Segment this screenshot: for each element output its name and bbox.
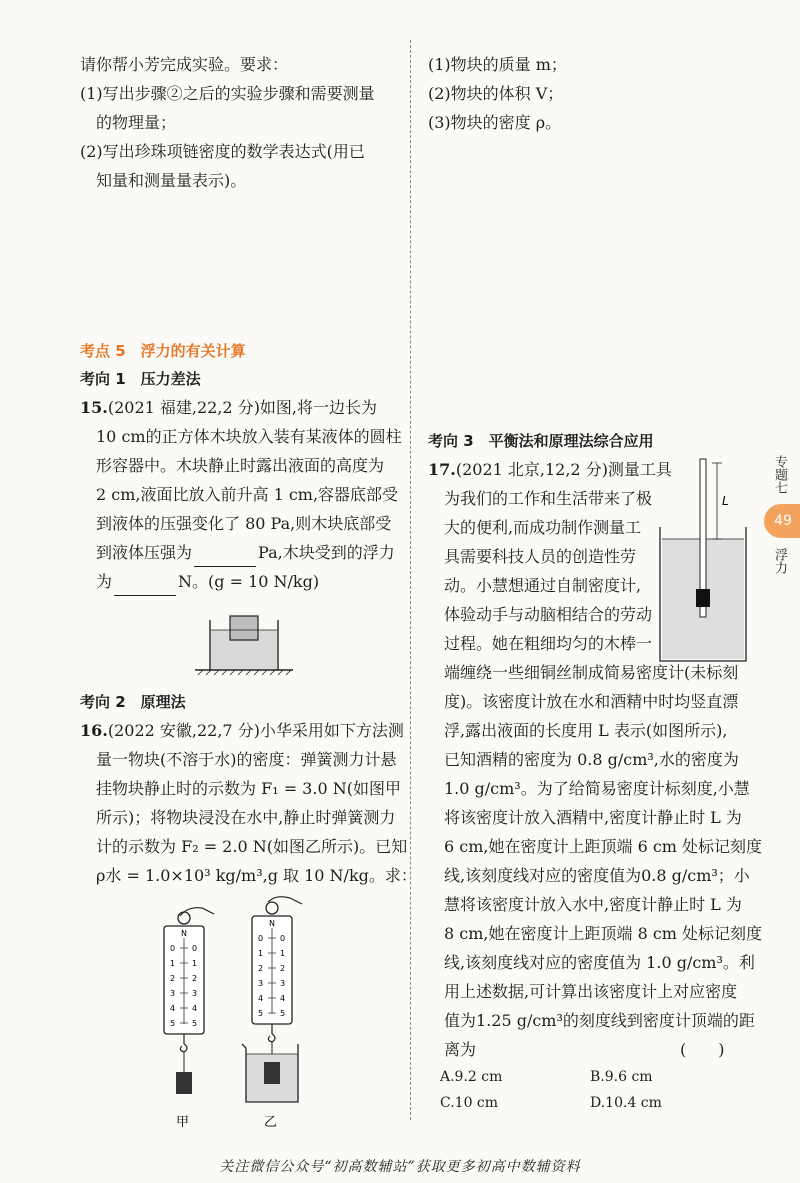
answer-blank[interactable] — [194, 550, 256, 567]
text-line: 为我们的工作和生活带来了极 — [444, 489, 653, 508]
side-tab — [758, 455, 800, 574]
text-line: 所示)；将物块浸没在水中,静止时弹簧测力 — [96, 808, 396, 827]
scale-tick-label: 2 — [192, 974, 198, 983]
scale-tick-label: 3 — [192, 989, 198, 998]
right-column — [428, 50, 763, 1116]
section-title: 考点 5 浮力的有关计算 — [80, 342, 246, 360]
scale-tick-label: 1 — [170, 959, 176, 968]
text-line: (3)物块的密度 ρ。 — [428, 113, 562, 132]
figure-label-b: 乙 — [264, 1115, 278, 1130]
option-a[interactable]: A.9.2 cm — [440, 1069, 503, 1085]
scale-tick-label: 4 — [192, 1004, 198, 1013]
text-line: 10 cm的正方体木块放入装有某液体的圆柱 — [96, 427, 402, 446]
direction-title-1: 考向 1 压力差法 — [80, 370, 201, 388]
text-segment: Pa,木块受到的浮力 — [258, 543, 395, 562]
scale-tick-label: 5 — [258, 1009, 264, 1018]
scale-tick-label: 5 — [192, 1019, 198, 1028]
densimeter-figure — [650, 457, 760, 667]
text-line: 线,该刻度线对应的密度值为0.8 g/cm³；小 — [444, 866, 750, 885]
answer-paren[interactable]: ( ) — [680, 1040, 725, 1059]
footer-note: 关注微信公众号“初高数辅站”获取更多初高中数辅资料 — [219, 1159, 581, 1175]
text-line: 的物理量； — [96, 113, 177, 132]
container-block-figure — [80, 602, 380, 682]
top-right-text — [428, 50, 748, 137]
figure-label-a: 甲 — [176, 1115, 190, 1130]
text-line: (2)写出珍珠项链密度的数学表达式(用已 — [80, 142, 365, 161]
left-column — [80, 50, 417, 1134]
scale-unit: N — [269, 919, 275, 928]
text-line: 2 cm,液面比放入前升高 1 cm,容器底部受 — [96, 485, 399, 504]
column-divider — [410, 40, 411, 1120]
topic-label: 专题七 — [772, 455, 787, 494]
direction-title-3: 考向 3 平衡法和原理法综合应用 — [428, 432, 654, 450]
answer-options — [428, 1064, 748, 1116]
scale-tick-label: 3 — [258, 979, 264, 988]
option-c[interactable]: C.10 cm — [440, 1095, 499, 1111]
length-label: L — [722, 494, 729, 508]
scale-tick-label: 1 — [192, 959, 198, 968]
scale-tick-label: 4 — [280, 994, 286, 1003]
text-line: 量一物块(不溶于水)的密度：弹簧测力计悬 — [96, 750, 397, 769]
option-d[interactable]: D.10.4 cm — [590, 1095, 662, 1111]
scale-tick-label: 0 — [170, 944, 176, 953]
scale-tick-label: 0 — [258, 934, 264, 943]
text-segment: 为 — [96, 572, 113, 591]
top-left-text — [80, 50, 400, 195]
question-number: 15. — [80, 398, 108, 417]
answer-blank[interactable] — [114, 579, 176, 596]
scale-tick-label: 5 — [170, 1019, 176, 1028]
text-line: 动。小慧想通过自制密度计, — [444, 576, 642, 595]
text-line: 将该密度计放入酒精中,密度计静止时 L 为 — [444, 808, 742, 827]
question-number: 16. — [80, 721, 108, 740]
text-line: (2022 安徽,22,7 分)小华采用如下方法测 — [107, 721, 404, 740]
scale-tick-label: 0 — [280, 934, 286, 943]
scale-tick-label: 2 — [280, 964, 286, 973]
scale-tick-label: 3 — [280, 979, 286, 988]
scale-tick-label: 4 — [170, 1004, 176, 1013]
scale-tick-label: 2 — [170, 974, 176, 983]
text-line: (2)物块的体积 V； — [428, 84, 564, 103]
text-line: 6 cm,她在密度计上距顶端 6 cm 处标记刻度 — [444, 837, 763, 856]
text-line: (2021 福建,22,2 分)如图,将一边长为 — [107, 398, 378, 417]
chapter-name: 浮力 — [772, 548, 787, 574]
text-line: (1)写出步骤②之后的实验步骤和需要测量 — [80, 84, 375, 103]
text-line: 浮,露出液面的长度用 L 表示(如图所示), — [444, 721, 728, 740]
text-line: 具需要科技人员的创造性劳 — [444, 547, 637, 566]
scale-tick-label: 4 — [258, 994, 264, 1003]
spring-scale-a — [164, 908, 214, 1094]
text-line: 1.0 g/cm³。为了给简易密度计标刻度,小慧 — [444, 779, 750, 798]
text-line: (1)物块的质量 m； — [428, 55, 567, 74]
text-line: 挂物块静止时的示数为 F₁ = 3.0 N(如图甲 — [96, 779, 401, 798]
text-line: 线,该刻度线对应的密度值为 1.0 g/cm³。利 — [444, 953, 755, 972]
text-line: 用上述数据,可计算出该密度计上对应密度 — [444, 982, 738, 1001]
scale-unit: N — [181, 929, 187, 938]
text-line: 到液体的压强变化了 80 Pa,则木块底部受 — [96, 514, 392, 533]
text-line: 知量和测量量表示)。 — [96, 171, 247, 190]
text-line: 8 cm,她在密度计上距顶端 8 cm 处标记刻度 — [444, 924, 763, 943]
text-line: 大的便利,而成功制作测量工 — [444, 518, 642, 537]
spring-scale-b — [242, 897, 302, 1102]
text-line: ρ水 = 1.0×10³ kg/m³,g 取 10 N/kg。求： — [96, 866, 417, 885]
spring-scale-figure — [80, 894, 400, 1134]
scale-tick-label: 2 — [258, 964, 264, 973]
text-line: 计的示数为 F₂ = 2.0 N(如图乙所示)。已知 — [96, 837, 408, 856]
text-line: 已知酒精的密度为 0.8 g/cm³,水的密度为 — [444, 750, 739, 769]
question-16 — [80, 716, 417, 1134]
page-number: 49 — [764, 504, 800, 538]
text-line: 值为1.25 g/cm³的刻度线到密度计顶端的距 — [444, 1011, 755, 1030]
question-17 — [428, 455, 763, 1116]
text-line: 慧将该密度计放入水中,密度计静止时 L 为 — [444, 895, 742, 914]
text-line: 度)。该密度计放在水和酒精中时均竖直漂 — [444, 692, 739, 711]
text-line: 请你帮小芳完成实验。要求： — [80, 55, 289, 74]
scale-tick-label: 1 — [258, 949, 264, 958]
scale-tick-label: 3 — [170, 989, 176, 998]
text-line: 形容器中。木块静止时露出液面的高度为 — [96, 456, 385, 475]
question-number: 17. — [428, 460, 456, 479]
scale-tick-label: 0 — [192, 944, 198, 953]
question-15 — [80, 393, 400, 682]
text-line: 端缠绕一些细铜丝制成简易密度计(未标刻 — [444, 663, 739, 682]
text-line: 过程。她在粗细均匀的木棒一 — [444, 634, 653, 653]
scale-tick-label: 5 — [280, 1009, 286, 1018]
text-line: 体验动手与动脑相结合的劳动 — [444, 605, 653, 624]
option-b[interactable]: B.9.6 cm — [590, 1069, 653, 1085]
scale-tick-label: 1 — [280, 949, 286, 958]
text-segment: N。(g = 10 N/kg) — [178, 572, 320, 591]
text-segment: 离为 — [444, 1040, 477, 1059]
text-line: (2021 北京,12,2 分)测量工具 — [455, 460, 672, 479]
direction-title-2: 考向 2 原理法 — [80, 693, 186, 711]
text-segment: 到液体压强为 — [96, 543, 193, 562]
